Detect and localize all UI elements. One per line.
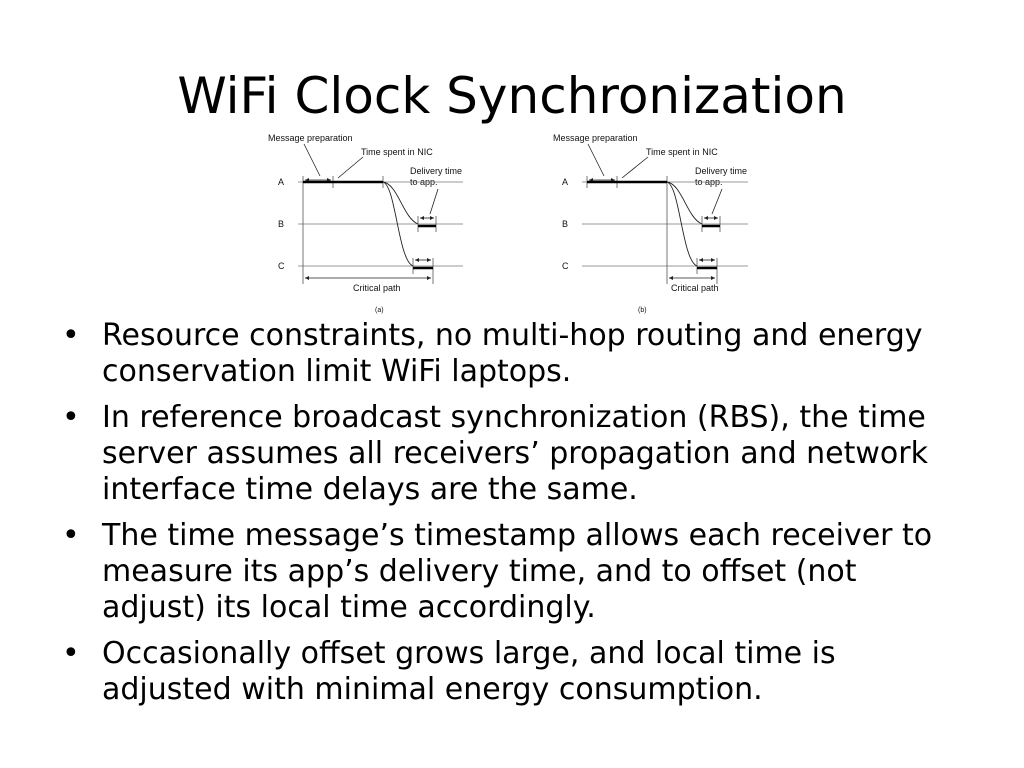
bullet-item <box>62 318 962 390</box>
row-label-b: B <box>562 219 569 229</box>
label-time-in-nic: Time spent in NIC <box>361 147 433 157</box>
timing-diagram-b <box>550 128 760 318</box>
label-delivery-time: Delivery time <box>410 166 463 176</box>
bullet-list <box>62 318 962 718</box>
label-message-preparation: Message preparation <box>268 133 353 143</box>
bullet-item <box>62 518 962 626</box>
row-label-c: C <box>278 261 285 271</box>
bullet-item <box>62 400 962 508</box>
timing-diagram-a-svg <box>268 128 478 318</box>
slide-title: WiFi Clock Synchronization <box>177 67 847 125</box>
figure-caption-b: (b) <box>638 307 647 314</box>
label-to-app: to app. <box>410 177 438 187</box>
timing-diagram-b-svg <box>550 128 760 318</box>
row-label-b: B <box>278 219 285 229</box>
bullet-dot-icon: • <box>62 400 80 435</box>
label-delivery-time: Delivery time <box>695 166 748 176</box>
label-to-app: to app. <box>695 177 723 187</box>
bullet-dot-icon: • <box>62 636 80 671</box>
row-label-c: C <box>562 261 569 271</box>
row-label-a: A <box>562 177 569 187</box>
bullet-dot-icon: • <box>62 318 80 353</box>
bullet-text: Occasionally offset grows large, and local time is adjusted with minimal energy consumption. <box>102 636 836 707</box>
bullet-dot-icon: • <box>62 518 80 553</box>
label-critical-path: Critical path <box>671 283 719 293</box>
bullet-text: In reference broadcast synchronization (RBS), the time server assumes all receivers’ propagation and network interface time delays are the same. <box>102 400 928 507</box>
figure-caption-a: (a) <box>375 307 384 314</box>
bullet-text: Resource constraints, no multi-hop routing and energy conservation limit WiFi laptops. <box>102 318 923 389</box>
bullet-text: The time message’s timestamp allows each receiver to measure its app’s delivery time, and to offset (not adjust) its local time accordingly. <box>102 518 933 625</box>
label-message-preparation: Message preparation <box>553 133 638 143</box>
bullet-item <box>62 636 962 708</box>
label-time-in-nic: Time spent in NIC <box>646 147 718 157</box>
label-critical-path: Critical path <box>353 283 401 293</box>
timing-diagram-a <box>268 128 478 318</box>
row-label-a: A <box>278 177 285 187</box>
